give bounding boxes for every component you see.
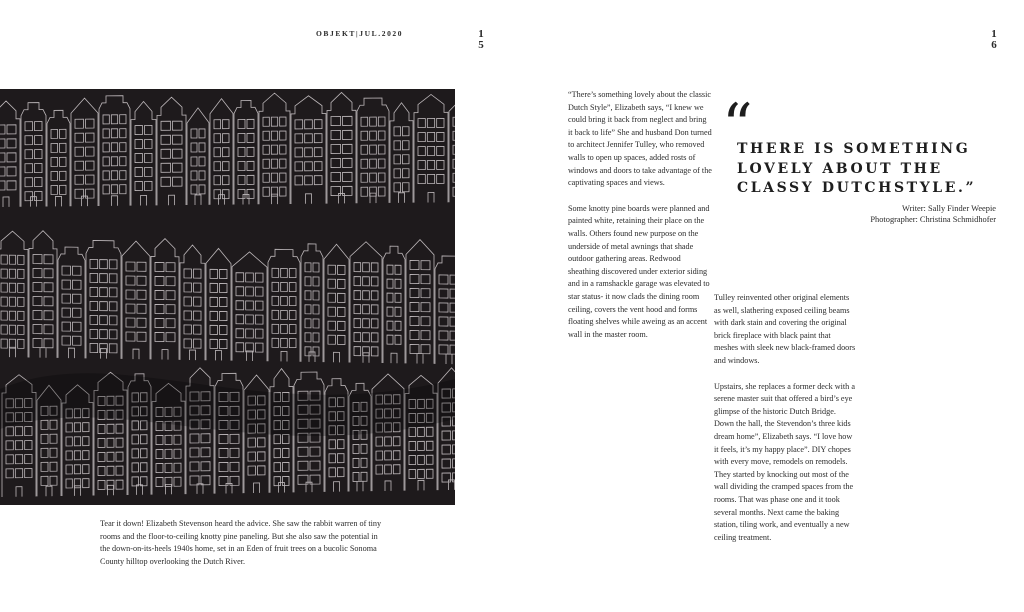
column-1-paragraph-2: Some knotty pine boards were planned and painted white, retaining their place on the walls. Others found new purpose on the underside of metal awnings that shade outdoor gathering areas. Redwood sheathing discovered under exterior siding and in a ramshackle garage was elevated to star status- it now clads the dining room ceiling, covers the vent hood and forms floating shelves while aweing as an accent wall in the master room. [568,203,710,339]
column-2-paragraph-2: Upstairs, she replaces a former deck with a serene master suit that offered a bird’s eye glimpse of the historic Dutch Bridge. Down the hall, the Stevendon’s three kids dream home”, Elizabeth says. “I love how it feels, it’s my happy place”. DIY chopes with every move, remodels on remodels. They started by knocking out most of the wall dividing the cramped spaces from the rooms. That was phase one and it took several months. Next came the baking station, tiling work, and eventually a new ceiling treatment. [714,381,855,542]
article-column-2 [714,292,856,557]
photo-caption: Tear it down! Elizabeth Stevenson heard the advice. She saw the rabbit warren of tiny rooms and the floor-to-ceiling knotty pine paneling. But she also saw the potential in the down-on-its-heels 1940s home, set in an Eden of fruit trees on a bucolic Sonoma County hilltop overlooking the Dutch River. [100,519,382,566]
page-number-left-digit-2: 5 [478,39,484,51]
page-number-right [989,29,999,51]
fabric-fold-shadow [0,373,455,436]
article-credits [870,203,996,225]
house-row-lines [0,230,455,365]
photographer-credit: Photographer: Christina Schmidhofer [870,215,996,224]
page-number-left [476,29,486,51]
house-row [0,230,455,365]
column-1-paragraph-1: “There’s something lovely about the classic Dutch Style”, Elizabeth says, “I knew we could bring it back from neglect and bring it back to life” She and husband Don turned to architect Jennifer Tulley, who removed walls to open up spaces, added rosts of windows and doors to take advantage of the captivating spaces and views. [568,90,712,188]
article-column-1 [568,89,713,354]
house-row [0,91,455,207]
canal-houses-illustration [0,89,455,505]
column-2-paragraph-1: Tulley reinvented other original elements as well, slathering exposed ceiling beams with dark stain and covering the original brick fireplace with black paint that meshes with sleek new black-framed doors and windows. [714,293,856,365]
page-number-right-digit-2: 6 [991,39,997,51]
quote-mark-icon: “ [722,91,753,161]
page-number-right-digit-1: 1 [991,28,997,40]
feature-photo [0,89,455,505]
writer-credit: Writer: Sally Finder Weepie [902,204,996,213]
page-number-left-digit-1: 1 [478,28,484,40]
house-row-lines [0,91,455,207]
pull-quote: THERE IS SOMETHING LOVELY ABOUT THE CLASSY DUTCHSTYLE.” [737,141,977,196]
magazine-header: OBJEKT|JUL.2020 [316,29,404,38]
